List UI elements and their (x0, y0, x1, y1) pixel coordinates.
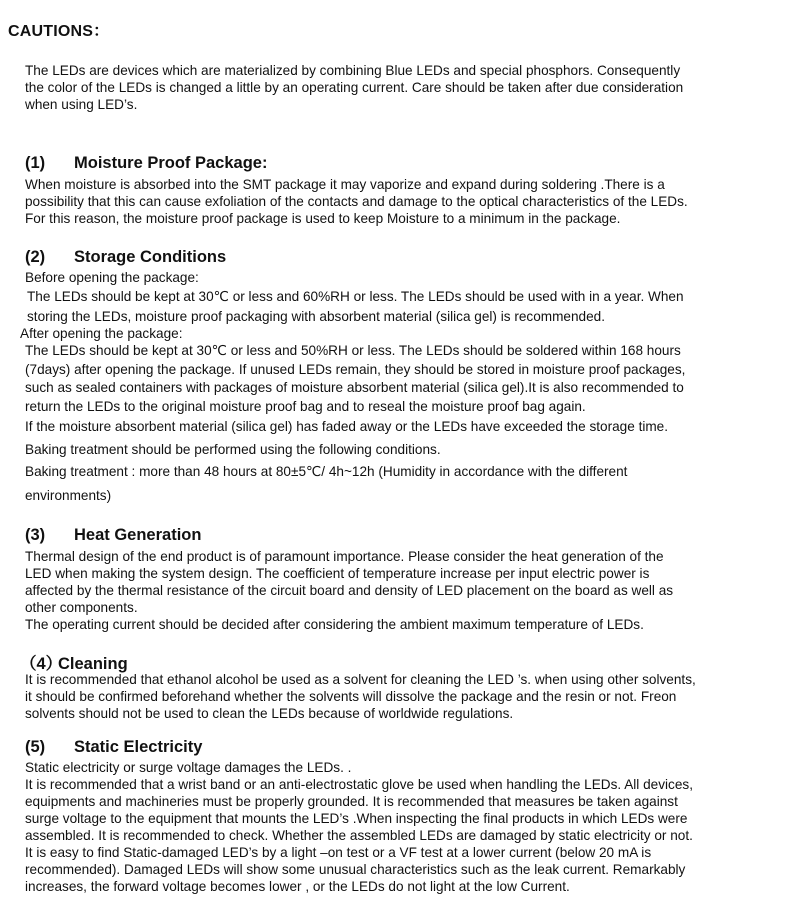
after-opening-line: (7days) after opening the package. If unused LEDs remain, they should be stored in moisture proof packages, (25, 361, 686, 377)
baking-intro-line: Baking treatment should be performed using the following conditions. (25, 442, 441, 457)
section-5-body (25, 759, 693, 895)
section-5-line: equipments and machineries must be properly grounded. It is recommended that measures be taken against (25, 794, 678, 809)
section-2-number: (2) (25, 248, 46, 266)
faded-away-line: If the moisture absorbent material (silica gel) has faded away or the LEDs have exceeded the storage time. (25, 419, 669, 434)
section-5-line: It is easy to find Static-damaged LED’s by a light –on test or a VF test at a lower current (below 20 mA is (25, 845, 652, 860)
section-4-line: it should be confirmed beforehand whether the solvents will dissolve the package and the resin or not. Freon (25, 689, 677, 704)
section-5-line: assembled. It is recommended to check. Whether the assembled LEDs are damaged by static electricity or not. (25, 828, 693, 843)
section-5-line: It is recommended that a wrist band or an anti-electrostatic glove be used when handling the LEDs. All devices, (25, 777, 693, 792)
section-3-line: LED when making the system design. The coefficient of temperature increase per input electric power is (25, 566, 650, 581)
after-opening-label: After opening the package: (20, 326, 183, 341)
section-4-body (25, 671, 696, 722)
section-1-body (25, 176, 688, 227)
section-5-line: recommended). Damaged LEDs will show some unusual characteristics such as the leak current. Remarkably (25, 862, 686, 877)
section-3-title: Heat Generation (74, 526, 202, 544)
section-3-heading (25, 526, 201, 545)
section-5-line: surge voltage to the equipment that mounts the LED’s .When inspecting the final products in which LEDs were (25, 811, 688, 826)
section-1-heading (25, 154, 267, 173)
baking-conditions-line-2: environments) (25, 488, 112, 503)
section-4-title: Cleaning (58, 655, 128, 673)
after-opening-line: return the LEDs to the original moisture proof bag and to reseal the moisture proof bag again. (25, 399, 586, 415)
section-3-line: affected by the thermal resistance of the circuit board and density of LED placement on the board as well as (25, 583, 674, 598)
intro-paragraph (25, 62, 683, 113)
section-5-number: (5) (25, 738, 46, 756)
after-opening-line: The LEDs should be kept at 30℃ or less and 50%RH or less. The LEDs should be soldered within 168 hours (25, 343, 681, 358)
section-3-line: The operating current should be decided after considering the ambient maximum temperature of LEDs. (25, 617, 644, 632)
before-opening-body (27, 287, 684, 327)
section-4-number: （4） (20, 655, 63, 673)
before-opening-label: Before opening the package: (25, 270, 199, 285)
intro-line: when using LED’s. (25, 97, 138, 112)
section-1-line: When moisture is absorbed into the SMT package it may vaporize and expand during soldering .There is a (25, 177, 665, 192)
section-2-title: Storage Conditions (74, 248, 227, 266)
after-opening-line: such as sealed containers with packages of moisture absorbent material (silica gel).It is also recommended to (25, 380, 684, 396)
section-3-line: other components. (25, 600, 138, 615)
baking-conditions-line: Baking treatment : more than 48 hours at 80±5℃/ 4h~12h (Humidity in accordance with the different (25, 464, 628, 479)
section-5-title: Static Electricity (74, 738, 203, 756)
section-4-line: It is recommended that ethanol alcohol be used as a solvent for cleaning the LED ’s. when using other solvents, (25, 672, 696, 687)
section-3-line: Thermal design of the end product is of paramount importance. Please consider the heat generation of the (25, 549, 664, 564)
section-1-title: Moisture Proof Package: (74, 154, 268, 172)
intro-line: The LEDs are devices which are materialized by combining Blue LEDs and special phosphors. Consequently (25, 63, 681, 78)
before-opening-line: storing the LEDs, moisture proof packaging with absorbent material (silica gel) is recommended. (27, 309, 605, 324)
section-1-line: possibility that this can cause exfoliation of the contacts and damage to the optical characteristics of the LEDs. (25, 194, 688, 209)
after-opening-body (25, 342, 685, 417)
section-5-line: increases, the forward voltage becomes lower , or the LEDs do not light at the low Current. (25, 879, 570, 894)
section-2-heading (25, 248, 226, 267)
section-3-body (25, 548, 673, 633)
section-5-heading (25, 738, 202, 757)
section-1-line: For this reason, the moisture proof package is used to keep Moisture to a minimum in the package. (25, 211, 621, 226)
section-1-number: (1) (25, 154, 46, 172)
section-3-number: (3) (25, 526, 46, 544)
section-5-line: Static electricity or surge voltage damages the LEDs. . (25, 760, 352, 775)
intro-line: the color of the LEDs is changed a little by an operating current. Care should be taken after due consideration (25, 80, 684, 95)
page-title: CAUTIONS： (8, 23, 110, 40)
section-4-line: solvents should not be used to clean the LEDs because of worldwide regulations. (25, 706, 514, 721)
before-opening-line: The LEDs should be kept at 30℃ or less and 60%RH or less. The LEDs should be used with in a year. When (27, 289, 684, 304)
